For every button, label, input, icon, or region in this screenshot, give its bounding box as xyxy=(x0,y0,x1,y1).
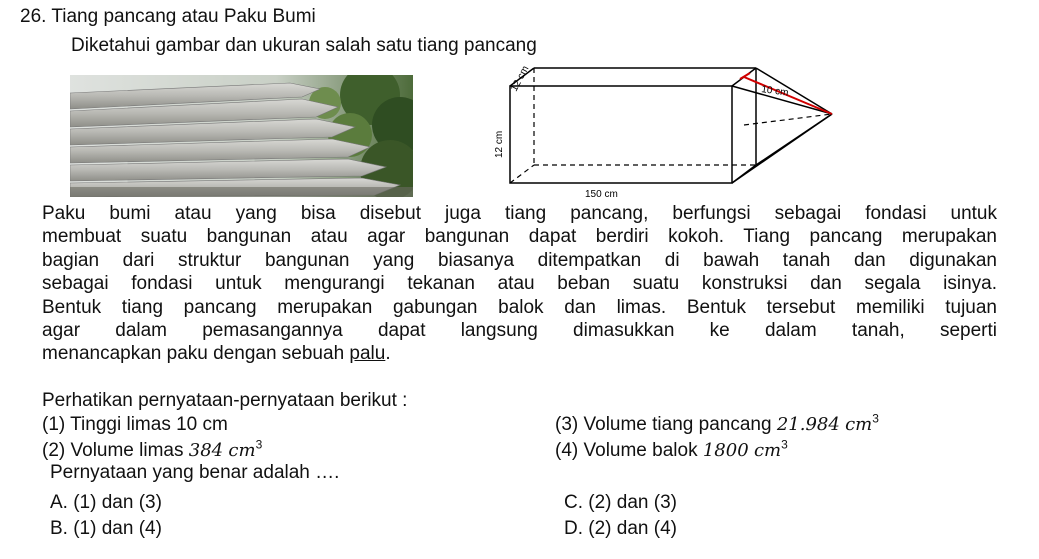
statement-4 xyxy=(555,437,788,462)
statement-value: 21.984 xyxy=(776,414,840,435)
statement-3 xyxy=(555,411,879,436)
statement-exponent: 3 xyxy=(872,411,879,426)
statement-unit: cm xyxy=(228,440,256,461)
label-10cm: 10 cm xyxy=(760,84,790,99)
statements-lead: Perhatikan pernyataan-pernyataan berikut : xyxy=(42,390,408,411)
underlined-word: palu xyxy=(349,343,386,365)
option-letter: A. xyxy=(50,492,68,513)
statement-text: (2) Volume limas xyxy=(42,440,189,461)
statement-text: (1) Tinggi limas 10 cm xyxy=(42,414,228,435)
statement-unit: cm xyxy=(753,440,782,461)
piles-photo xyxy=(70,75,413,197)
label-150cm: 150 cm xyxy=(585,189,618,200)
statement-text: (4) Volume balok xyxy=(555,440,703,461)
statement-exponent: 3 xyxy=(781,437,788,452)
option-text: (1) dan (4) xyxy=(73,518,162,539)
question-intro: Diketahui gambar dan ukuran salah satu tiang pancang xyxy=(71,35,537,56)
statement-2 xyxy=(42,437,263,462)
option-text: (1) dan (3) xyxy=(73,492,162,513)
option-text: (2) dan (3) xyxy=(588,492,677,513)
pile-diagram xyxy=(470,58,850,203)
option-b[interactable] xyxy=(50,518,162,540)
option-letter: C. xyxy=(564,492,583,513)
statement-value: 1800 xyxy=(702,440,749,461)
label-12cm-side: 12 cm xyxy=(494,130,505,158)
option-letter: D. xyxy=(564,518,583,539)
paragraph-last-line xyxy=(42,342,997,365)
option-d[interactable] xyxy=(564,518,677,540)
paragraph-line-text: menancapkan paku dengan sebuah xyxy=(42,343,350,365)
statement-value: 384 xyxy=(188,440,224,461)
paragraph-line: sebagai fondasi untuk mengurangi tekanan atau beban suatu konstruksi dan segala isinya. xyxy=(42,273,997,295)
option-a[interactable] xyxy=(50,492,162,514)
statement-unit: cm xyxy=(845,414,873,435)
paragraph-line: bagian dari struktur bangunan yang biasanya ditempatkan di bawah tanah dan digunakan xyxy=(42,249,997,271)
paragraph-line: Bentuk tiang pancang merupakan gabungan balok dan limas. Bentuk tersebut memiliki tujuan xyxy=(42,296,997,318)
question-prompt: Pernyataan yang benar adalah …. xyxy=(50,462,340,483)
paragraph-line: Paku bumi atau yang bisa disebut juga tiang pancang, berfungsi sebagai fondasi untuk xyxy=(42,203,997,224)
paragraph-line: agar dalam pemasangannya dapat langsung dimasukkan ke dalam tanah, seperti xyxy=(42,320,997,342)
option-c[interactable] xyxy=(564,492,677,514)
question-title: 26. Tiang pancang atau Paku Bumi xyxy=(20,6,316,27)
label-12cm-top: 12 cm xyxy=(508,64,532,94)
option-text: (2) dan (4) xyxy=(588,518,677,539)
option-letter: B. xyxy=(50,518,68,539)
paragraph-line: membuat suatu bangunan atau agar bangunan dapat berdiri kokoh. Tiang pancang merupakan xyxy=(42,226,997,248)
statement-text: (3) Volume tiang pancang xyxy=(555,414,777,435)
statement-exponent: 3 xyxy=(255,437,263,452)
paragraph-period: . xyxy=(385,343,391,365)
description-paragraph xyxy=(42,202,997,366)
statement-1 xyxy=(42,414,228,436)
